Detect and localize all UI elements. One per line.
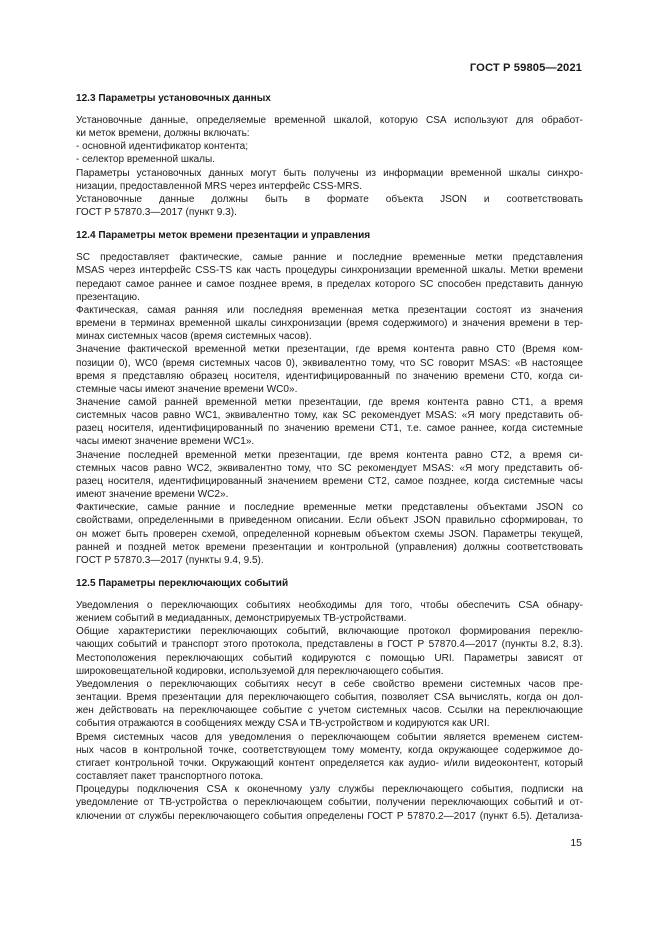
text-line: чающих событий и транспорт этого протокола, представлены в ГОСТ Р 57870.4—2017 (пункты 8.2, 8.3). — [76, 639, 583, 651]
text-line: Общие характеристики переключающих событий, включающие протокол формирования переклю- — [76, 626, 583, 638]
text-line: стемных часов равно WC2, эквивалентно тому, что SC рекомендует MSAS: «Я могу представить об- — [76, 462, 583, 474]
text-line: события отражаются в сообщениях между CSA и ТВ-устройством и кодируются как URI. — [76, 718, 490, 730]
text-line: ки меток времени, должны включать: — [76, 128, 250, 140]
text-line: широковещательной кодировки, используемой для переключающего события. — [76, 665, 444, 677]
text-line: жен действовать на переключающее событие с учетом системных часов. Ссылки на переключающие — [76, 705, 583, 717]
text-line: жением событий в медиаданных, демонстрируемых ТВ-устройствами. — [76, 613, 407, 625]
text-line: минах системных часов (время системных часов). — [76, 331, 312, 343]
text-line: Параметры установочных данных могут быть получены из информации временной шкалы синхро- — [76, 167, 583, 179]
text-line: ранней и поздней меток времени презентации и контрольной (управления) должны соответствовать — [76, 541, 583, 553]
text-line: зентации. Время презентации для переключающего события, позволяет CSA вычислять, когда он дол- — [76, 692, 583, 704]
section-title: 12.4 Параметры меток времени презентации и управления — [76, 230, 371, 242]
text-line: Значение последней временной метки презентации, где время контента равно CT2, а время си- — [76, 449, 583, 461]
text-line: Местоположения переключающих событий кодируются с помощью URI. Параметры зависят от — [76, 652, 583, 664]
text-line: низации, предоставленной MRS через интерфейс CSS-MRS. — [76, 180, 363, 192]
text-line: Установочные данные должны быть в формате объекта JSON и соответствовать — [76, 193, 583, 205]
text-line: Фактические, самые ранние и последние временные метки представлены объектами JSON со — [76, 502, 583, 514]
text-line: Значение фактической временной метки презентации, где время контента равно CT0 (Время ком- — [76, 344, 583, 356]
text-line: Установочные данные, определяемые временной шкалой, которую CSA используют для обработ- — [76, 115, 583, 126]
text-line: Процедуры подключения CSA к оконечному узлу службы переключающего события, подписки на — [76, 784, 583, 796]
standard-header: ГОСТ Р 59805—2021 — [469, 62, 582, 74]
section-12-3 — [76, 92, 583, 219]
list-item: - селектор временной шкалы. — [76, 154, 216, 166]
page-number: 15 — [570, 837, 582, 849]
text-line: разец носителя, идентифицированный значением времени CT2, самое позднее, когда системные часы — [76, 475, 583, 487]
list-item: - основной идентификатор контента; — [76, 141, 249, 153]
document-body — [76, 92, 583, 833]
text-line: ГОСТ Р 57870.3—2017 (пункт 9.3). — [76, 207, 237, 219]
text-line: часы имеют значение времени WC1». — [76, 436, 255, 448]
text-line: позиции 0), WC0 (время системных часов 0), эквивалентно тому, что SC говорит MSAS: «В настоящее — [76, 357, 583, 369]
text-line: имеют значение времени WC2». — [76, 489, 229, 501]
text-line: стемные часы имеют значение времени WC0». — [76, 383, 298, 395]
text-line: ГОСТ Р 57870.3—2017 (пункты 9.4, 9.5). — [76, 554, 264, 566]
text-line: презентацию. — [76, 291, 140, 303]
section-12-5 — [76, 577, 583, 823]
text-line: MSAS через интерфейс CSS-TS как часть процедуры синхронизации временной шкалы. Метки времени — [76, 265, 583, 277]
text-line: разец носителя, идентифицированный по значению времени CT1, т.е. самое раннее, когда системные — [76, 423, 583, 435]
text-line: Уведомления о переключающих событиях несут в себе свойство времени системных часов пре- — [76, 678, 583, 690]
text-line: Фактическая, самая ранняя или последняя временная метка презентации состоят из значения — [76, 304, 583, 316]
text-line: Время системных часов для уведомления о переключающем событии является временем систем- — [76, 731, 583, 743]
text-line: SC предоставляет фактические, самые ранние и последние временные метки представления — [76, 252, 583, 264]
text-line: время я представляю образец носителя, идентифицированный по значению времени CT0, когда си- — [76, 370, 583, 382]
text-line: Уведомления о переключающих событиях необходимы для того, чтобы обеспечить CSA обнару- — [76, 600, 583, 611]
text-line: составляет пакет транспортного потока. — [76, 771, 264, 783]
text-line: времени в терминах временной шкалы синхронизации (время содержимого) и значения времени в тер- — [76, 318, 583, 330]
text-line: Значение самой ранней временной метки презентации, где время контента равно CT1, а время — [76, 396, 583, 408]
text-line: системных часов равно WC1, эквивалентно тому, как SC рекомендует MSAS: «Я могу представить об- — [76, 410, 583, 422]
text-line: свойствами, определенными в приведенном описании. Если объект JSON правильно сформирован, то — [76, 515, 583, 527]
text-line: ключении от службы переключающего события определены ГОСТ Р 57870.2—2017 (пункт 6.5). Детализа- — [76, 810, 583, 822]
text-line: стигает контрольной точки. Окружающий контент определяется как аудио- и/или видеоконтент, который — [76, 757, 583, 769]
section-title: 12.3 Параметры установочных данных — [76, 93, 271, 104]
text-line: уведомление от ТВ-устройства о переключающем событии, получении переключающих событий и от- — [76, 797, 583, 809]
section-title: 12.5 Параметры переключающих событий — [76, 578, 289, 589]
text-line: ных часов в контрольной точке, соответствующем тому моменту, когда окружающее содержимое до- — [76, 744, 583, 756]
section-12-4 — [76, 229, 583, 567]
text-line: передают самое раннее и самое позднее время, в пределах которого SC способен представить данную — [76, 278, 583, 290]
text-line: он может быть проверен схемой, определенной корневым объектом схемы JSON. Параметры текущей, — [76, 528, 583, 540]
